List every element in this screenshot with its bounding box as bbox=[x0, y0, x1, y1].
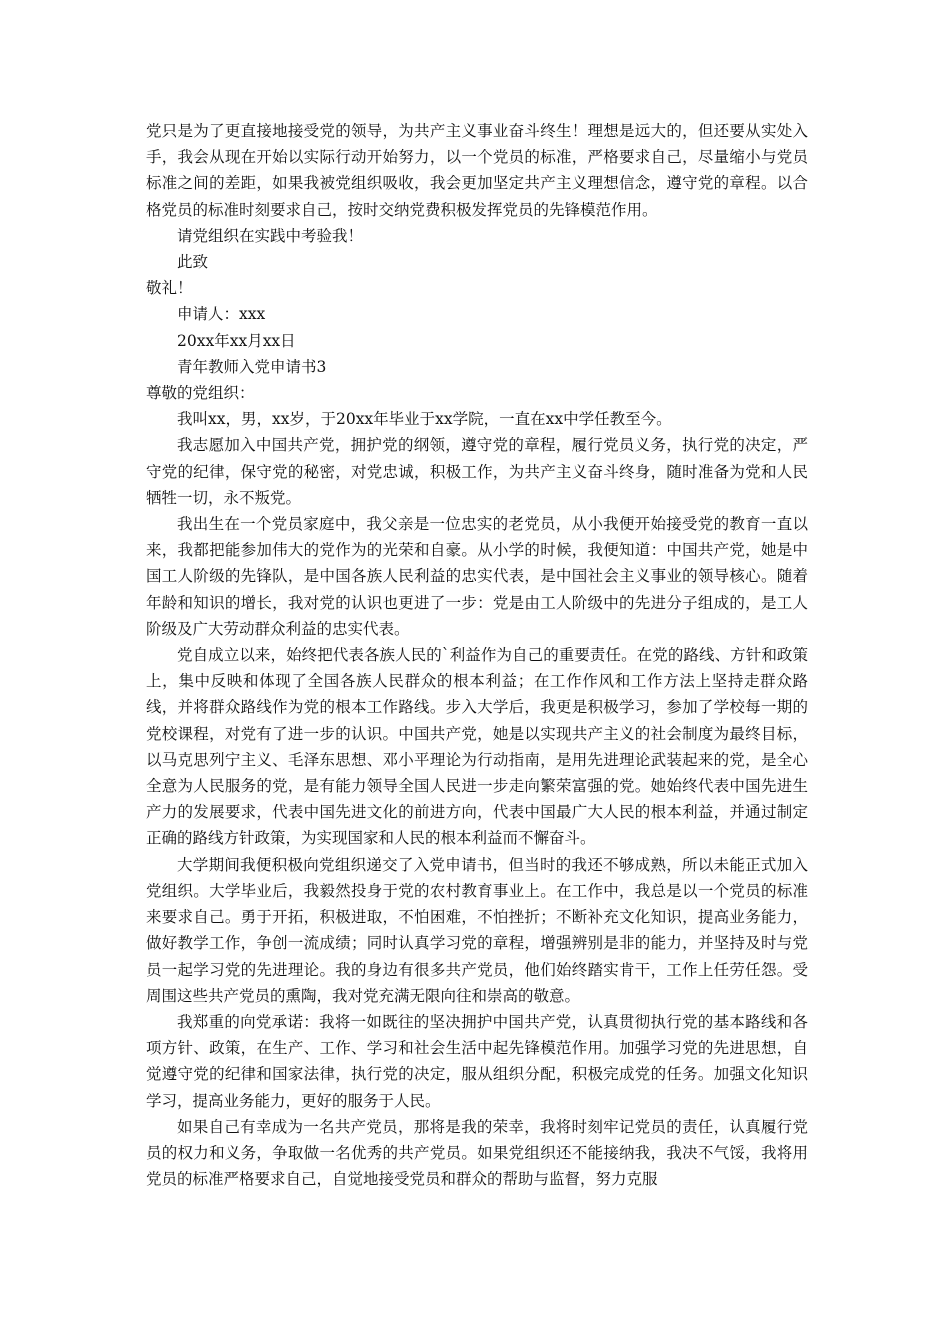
paragraph: 我志愿加入中国共产党，拥护党的纲领，遵守党的章程，履行党员义务，执行党的决定，严守党的纪律，保守党的秘密，对党忠诚，积极工作，为共产主义奋斗终身，随时准备为党和人民牺牲一切，永不叛党。 bbox=[146, 436, 808, 507]
applicant-line: 申请人：xxx bbox=[177, 305, 266, 324]
paragraph: 党自成立以来，始终把代表各族人民的`利益作为自己的重要责任。在党的路线、方针和政策上，集中反映和体现了全国各族人民群众的根本利益；在工作作风和工作方法上坚持走群众路线，并将群众路线作为党的根本工作路线。步入大学后，我更是积极学习，参加了学校每一期的党校课程，对党有了进一步的认识。中国共产党，她是以实现共产主义的社会制度为最终目标，以马克思列宁主义、毛泽东思想、邓小平理论为行动指南，是用先进理论武装起来的党，是全心全意为人民服务的党，是有能力领导全国人民进一步走向繁荣富强的党。她始终代表中国先进生产力的发展要求，代表中国先进文化的前进方向，代表中国最广大人民的根本利益，并通过制定正确的路线方针政策，为实现国家和人民的根本利益而不懈奋斗。 bbox=[146, 646, 808, 848]
paragraph: 如果自己有幸成为一名共产党员，那将是我的荣幸，我将时刻牢记党员的责任，认真履行党员的权力和义务，争取做一名优秀的共产党员。如果党组织还不能接纳我，我决不气馁，我将用党员的标准严格要求自己，自觉地接受党员和群众的帮助与监督，努力克服 bbox=[146, 1117, 808, 1189]
closing-salutation: 此致 bbox=[177, 253, 209, 272]
paragraph: 党只是为了更直接地接受党的领导，为共产主义事业奋斗终生！理想是远大的，但还要从实处入手，我会从现在开始以实际行动开始努力，以一个党员的标准，严格要求自己，尽量缩小与党员标准之间的差距，如果我被党组织吸收，我会更加坚定共产主义理想信念，遵守党的章程。以合格党员的标准时刻要求自己，按时交纳党费积极发挥党员的先锋模范作用。 bbox=[146, 122, 808, 219]
paragraph: 大学期间我便积极向党组织递交了入党申请书，但当时的我还不够成熟，所以未能正式加入党组织。大学毕业后，我毅然投身于党的农村教育事业上。在工作中，我总是以一个党员的标准来要求自己。勇于开拓，积极进取，不怕困难，不怕挫折；不断补充文化知识，提高业务能力，做好教学工作，争创一流成绩；同时认真学习党的章程，增强辨别是非的能力，并坚持及时与党员一起学习党的先进理论。我的身边有很多共产党员，他们始终踏实肯干，工作上任劳任怨。受周围这些共产党员的熏陶，我对党充满无限向往和崇高的敬意。 bbox=[146, 855, 808, 1005]
document-body bbox=[146, 118, 808, 1192]
paragraph: 请党组织在实践中考验我！ bbox=[177, 226, 364, 245]
paragraph: 我叫xx，男，xx岁，于20xx年毕业于xx学院，一直在xx中学任教至今。 bbox=[177, 410, 672, 429]
paragraph: 我出生在一个党员家庭中，我父亲是一位忠实的老党员，从小我便开始接受党的教育一直以来，我都把能参加伟大的党作为的光荣和自豪。从小学的时候，我便知道：中国共产党，她是中国工人阶级的先锋队，是中国各族人民利益的忠实代表，是中国社会主义事业的领导核心。随着年龄和知识的增长，我对党的认识也更进了一步：党是由工人阶级中的先进分子组成的，是工人阶级及广大劳动群众利益的忠实代表。 bbox=[146, 515, 808, 638]
date-line: 20xx年xx月xx日 bbox=[177, 331, 296, 350]
greeting: 尊敬的党组织： bbox=[146, 384, 255, 403]
paragraph: 我郑重的向党承诺：我将一如既往的坚决拥护中国共产党，认真贯彻执行党的基本路线和各项方针、政策，在生产、工作、学习和社会生活中起先锋模范作用。加强学习党的先进思想，自觉遵守党的纪律和国家法律，执行党的决定，服从组织分配，积极完成党的任务。加强文化知识学习，提高业务能力，更好的服务于人民。 bbox=[146, 1012, 808, 1110]
closing-regards: 敬礼！ bbox=[146, 279, 193, 298]
section-title: 青年教师入党申请书3 bbox=[177, 357, 327, 376]
